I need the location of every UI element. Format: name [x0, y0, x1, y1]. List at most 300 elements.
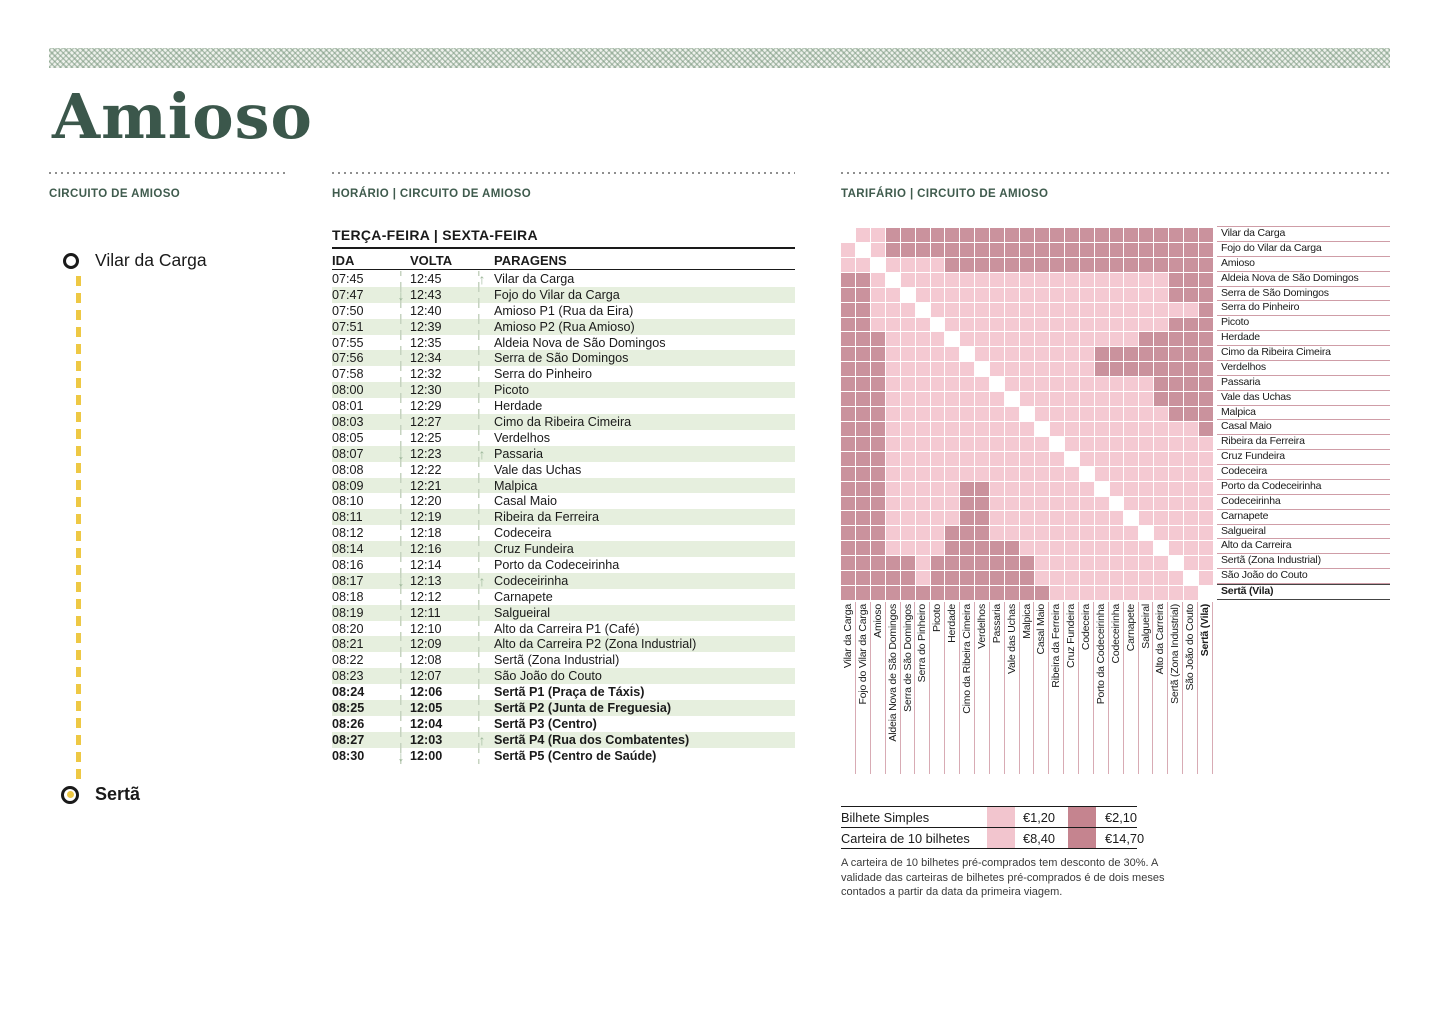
- fare-cell: [1095, 258, 1109, 272]
- fare-cell: [975, 556, 989, 570]
- fare-cell: [1080, 422, 1094, 436]
- fare-cell: [975, 258, 989, 272]
- matrix-row-label: Codeceira: [1217, 465, 1390, 480]
- fare-cell: [886, 541, 900, 555]
- fare-cell: [960, 422, 974, 436]
- matrix-row-label: Picoto: [1217, 316, 1390, 331]
- fare-matrix-row-labels: [1217, 226, 1390, 600]
- fare-cell: [1184, 332, 1198, 346]
- fare-cell: [1154, 362, 1168, 376]
- matrix-row-label: Casal Maio: [1217, 420, 1390, 435]
- fare-cell: [1184, 571, 1198, 585]
- fare-cell: [990, 526, 1004, 540]
- fare-cell: [1050, 347, 1064, 361]
- schedule-row: [332, 525, 795, 541]
- fare-cell: [841, 556, 855, 570]
- volta-time: 12:23: [410, 446, 442, 461]
- fare-cell: [1154, 571, 1168, 585]
- fare-cell: [1110, 258, 1124, 272]
- fare-cell: [1184, 258, 1198, 272]
- fare-cell: [1020, 586, 1034, 600]
- schedule-table-header: [332, 251, 795, 270]
- ida-time: 08:19: [332, 605, 364, 620]
- fare-cell: [1050, 392, 1064, 406]
- fare-cell: [1005, 392, 1019, 406]
- fare-cell: [960, 556, 974, 570]
- volta-time: 12:08: [410, 653, 442, 668]
- fare-cell: [1080, 437, 1094, 451]
- fare-cell: [916, 526, 930, 540]
- schedule-row: [332, 319, 795, 335]
- fare-cell: [1020, 497, 1034, 511]
- tariff-section-header: TARIFÁRIO | CIRCUITO DE AMIOSO: [841, 188, 1049, 200]
- fare-cell: [856, 407, 870, 421]
- fare-cell: [1124, 332, 1138, 346]
- fare-cell: [945, 586, 959, 600]
- fare-cell: [1035, 273, 1049, 287]
- fare-cell: [1154, 482, 1168, 496]
- fare-cell: [1095, 511, 1109, 525]
- fare-cell: [886, 288, 900, 302]
- fare-cell: [1110, 377, 1124, 391]
- ida-time: 08:30: [332, 748, 365, 763]
- fare-cell: [1005, 243, 1019, 257]
- matrix-row-label: Ribeira da Ferreira: [1217, 435, 1390, 450]
- fare-cell: [931, 243, 945, 257]
- schedule-row: [332, 350, 795, 366]
- fare-cell: [1184, 407, 1198, 421]
- fare-cell: [1035, 258, 1049, 272]
- fare-cell: [990, 392, 1004, 406]
- fare-legend: [841, 806, 1145, 849]
- fare-cell: [1199, 422, 1213, 436]
- fare-cell: [1035, 377, 1049, 391]
- ida-time: 08:08: [332, 462, 364, 477]
- fare-cell: [1154, 407, 1168, 421]
- fare-cell: [1065, 511, 1079, 525]
- volta-time: 12:16: [410, 542, 442, 557]
- fare-cell: [931, 228, 945, 242]
- fare-cell: [1139, 511, 1153, 525]
- fare-cell: [1020, 452, 1034, 466]
- destination-stop-icon: [61, 786, 79, 804]
- fare-cell: [1124, 511, 1138, 525]
- fare-cell: [1154, 243, 1168, 257]
- fare-cell: [931, 452, 945, 466]
- matrix-row-label: Malpica: [1217, 406, 1390, 421]
- fare-cell: [1199, 303, 1213, 317]
- fare-cell: [1080, 258, 1094, 272]
- fare-cell: [1065, 273, 1079, 287]
- ida-route-marker: [394, 700, 410, 716]
- fare-cell: [990, 422, 1004, 436]
- fare-cell: [841, 362, 855, 376]
- fare-cell: [1035, 452, 1049, 466]
- fare-cell: [1139, 526, 1153, 540]
- fare-cell: [1065, 362, 1079, 376]
- fare-cell: [931, 273, 945, 287]
- fare-cell: [1184, 273, 1198, 287]
- matrix-column-label: Vale das Uchas: [1005, 602, 1020, 774]
- fare-cell: [1199, 273, 1213, 287]
- fare-cell: [886, 511, 900, 525]
- fare-cell: [960, 526, 974, 540]
- fare-cell: [841, 288, 855, 302]
- fare-cell: [1169, 362, 1183, 376]
- fare-cell: [856, 377, 870, 391]
- fare-cell: [1065, 318, 1079, 332]
- fare-cell: [1035, 243, 1049, 257]
- volta-route-marker: [472, 350, 494, 366]
- fare-cell: [1065, 482, 1079, 496]
- fare-cell: [1184, 392, 1198, 406]
- fare-cell: [1080, 243, 1094, 257]
- ida-time: 08:24: [332, 685, 365, 700]
- fare-cell: [990, 332, 1004, 346]
- fare-cell: [1169, 288, 1183, 302]
- fare-cell: [901, 511, 915, 525]
- ida-time: 07:45: [332, 271, 364, 286]
- schedule-row: [332, 652, 795, 668]
- fare-cell: [916, 362, 930, 376]
- matrix-column-label: Fojo do Vilar da Carga: [856, 602, 871, 774]
- fare-cell: [1169, 497, 1183, 511]
- fare-cell: [945, 258, 959, 272]
- ida-time: 08:18: [332, 589, 364, 604]
- fare-cell: [1139, 571, 1153, 585]
- fare-cell: [1065, 586, 1079, 600]
- stop-name: Alto da Carreira P2 (Zona Industrial): [494, 637, 697, 652]
- fare-cell: [1124, 228, 1138, 242]
- volta-route-marker: [472, 684, 494, 700]
- ida-route-marker: [394, 335, 410, 351]
- ida-route-marker: [394, 303, 410, 319]
- fare-cell: [1080, 497, 1094, 511]
- volta-route-marker: [472, 493, 494, 509]
- low-fare-price: €1,20: [1023, 809, 1056, 825]
- ida-time: 08:27: [332, 732, 365, 747]
- fare-cell: [1065, 377, 1079, 391]
- matrix-column-label: Sertã (Zona Industrial): [1168, 602, 1183, 774]
- fare-cell: [1080, 377, 1094, 391]
- volta-time: 12:34: [410, 351, 442, 366]
- fare-cell: [945, 541, 959, 555]
- stop-name: Amioso P1 (Rua da Eira): [494, 303, 634, 318]
- fare-cell: [1095, 288, 1109, 302]
- fare-cell: [1050, 422, 1064, 436]
- volta-time: 12:13: [410, 573, 442, 588]
- schedule-row: [332, 303, 795, 319]
- schedule-row: [332, 509, 795, 525]
- fare-cell: [1199, 407, 1213, 421]
- fare-cell: [841, 586, 855, 600]
- fare-cell: [841, 228, 855, 242]
- fare-cell: [1124, 556, 1138, 570]
- fare-legend-note: A carteira de 10 bilhetes pré-comprados tem desconto de 30%. A validade das carteiras de bilhetes pré-comprados é de dois meses contados a partir da data da primeira viagem.: [841, 857, 1165, 898]
- fare-cell: [1184, 362, 1198, 376]
- fare-cell: [916, 228, 930, 242]
- fare-matrix: [841, 228, 1213, 600]
- fare-cell: [1080, 467, 1094, 481]
- fare-cell: [960, 392, 974, 406]
- matrix-row-label: Serra de São Domingos: [1217, 287, 1390, 302]
- volta-route-marker: [472, 366, 494, 382]
- fare-cell: [1065, 407, 1079, 421]
- volta-time: 12:04: [410, 716, 443, 731]
- fare-cell: [871, 511, 885, 525]
- high-fare-swatch: [1068, 807, 1096, 827]
- fare-cell: [1124, 497, 1138, 511]
- fare-cell: [871, 347, 885, 361]
- fare-cell: [1184, 482, 1198, 496]
- fare-cell: [1154, 422, 1168, 436]
- matrix-row-label: Sertã (Vila): [1217, 584, 1390, 600]
- fare-cell: [1110, 526, 1124, 540]
- fare-cell: [856, 273, 870, 287]
- fare-cell: [1020, 347, 1034, 361]
- fare-cell: [1110, 228, 1124, 242]
- volta-route-marker: [472, 382, 494, 398]
- fare-cell: [871, 467, 885, 481]
- fare-cell: [1199, 541, 1213, 555]
- fare-cell: [960, 452, 974, 466]
- fare-cell: [1065, 467, 1079, 481]
- volta-time: 12:12: [410, 589, 442, 604]
- fare-cell: [1065, 437, 1079, 451]
- fare-cell: [901, 318, 915, 332]
- stop-name: Sertã P5 (Centro de Saúde): [494, 748, 657, 763]
- fare-cell: [1139, 392, 1153, 406]
- fare-cell: [1199, 511, 1213, 525]
- fare-cell: [990, 407, 1004, 421]
- fare-cell: [1154, 467, 1168, 481]
- matrix-column-label: Picoto: [930, 602, 945, 774]
- fare-cell: [1110, 452, 1124, 466]
- matrix-column-label: Salgueiral: [1139, 602, 1154, 774]
- fare-cell: [975, 482, 989, 496]
- volta-route-marker: [472, 414, 494, 430]
- matrix-row-label: Porto da Codeceirinha: [1217, 480, 1390, 495]
- schedule-row: [332, 636, 795, 652]
- fare-cell: [886, 437, 900, 451]
- fare-cell: [1020, 273, 1034, 287]
- fare-cell: [1154, 497, 1168, 511]
- fare-cell: [1050, 556, 1064, 570]
- fare-cell: [1110, 303, 1124, 317]
- schedule-table-body: [332, 271, 795, 764]
- fare-cell: [901, 541, 915, 555]
- fare-cell: [856, 541, 870, 555]
- fare-cell: [886, 586, 900, 600]
- fare-cell: [1124, 586, 1138, 600]
- schedule-row: [332, 462, 795, 478]
- matrix-row-label: Alto da Carreira: [1217, 539, 1390, 554]
- fare-cell: [916, 318, 930, 332]
- fare-cell: [871, 228, 885, 242]
- volta-time: 12:19: [410, 510, 442, 525]
- volta-route-marker: ↑: [472, 732, 494, 748]
- fare-cell: [960, 497, 974, 511]
- fare-cell: [1065, 497, 1079, 511]
- fare-cell: [1095, 452, 1109, 466]
- fare-cell: [1020, 303, 1034, 317]
- fare-cell: [1035, 437, 1049, 451]
- fare-cell: [886, 571, 900, 585]
- stop-name: Vilar da Carga: [494, 271, 575, 286]
- fare-cell: [945, 422, 959, 436]
- volta-time: 12:06: [410, 685, 443, 700]
- fare-cell: [841, 482, 855, 496]
- ida-route-marker: ↓: [394, 748, 410, 764]
- fare-cell: [1020, 332, 1034, 346]
- ida-route-marker: [394, 652, 410, 668]
- fare-cell: [886, 258, 900, 272]
- fare-cell: [1124, 318, 1138, 332]
- fare-cell: [1169, 407, 1183, 421]
- schedule-row: [332, 716, 795, 732]
- col-header-paragens: PARAGENS: [494, 252, 567, 268]
- fare-cell: [901, 377, 915, 391]
- ida-route-marker: [394, 350, 410, 366]
- fare-cell: [1050, 586, 1064, 600]
- fare-cell: [916, 467, 930, 481]
- fare-cell: [1005, 467, 1019, 481]
- page-title: Amioso: [52, 80, 313, 153]
- fare-cell: [931, 362, 945, 376]
- ida-time: 07:50: [332, 303, 364, 318]
- fare-cell: [841, 332, 855, 346]
- fare-cell: [856, 288, 870, 302]
- fare-cell: [1065, 571, 1079, 585]
- fare-cell: [1124, 422, 1138, 436]
- schedule-row: [332, 478, 795, 494]
- matrix-column-label: São João do Couto: [1183, 602, 1198, 774]
- fare-cell: [1124, 288, 1138, 302]
- fare-cell: [1005, 377, 1019, 391]
- fare-cell: [960, 347, 974, 361]
- fare-cell: [1184, 556, 1198, 570]
- fare-cell: [1080, 541, 1094, 555]
- fare-cell: [1005, 571, 1019, 585]
- fare-cell: [960, 258, 974, 272]
- fare-cell: [886, 332, 900, 346]
- fare-cell: [856, 452, 870, 466]
- fare-cell: [1154, 452, 1168, 466]
- ida-route-marker: [394, 541, 410, 557]
- fare-cell: [1184, 467, 1198, 481]
- fare-cell: [1110, 422, 1124, 436]
- fare-cell: [1110, 332, 1124, 346]
- fare-cell: [856, 497, 870, 511]
- fare-cell: [975, 362, 989, 376]
- fare-cell: [1080, 303, 1094, 317]
- ida-route-marker: [394, 398, 410, 414]
- fare-cell: [990, 497, 1004, 511]
- matrix-column-label: Serra de São Domingos: [901, 602, 916, 774]
- stop-name: São João do Couto: [494, 669, 602, 684]
- fare-cell: [975, 318, 989, 332]
- ida-route-marker: [394, 589, 410, 605]
- ida-time: 08:25: [332, 700, 365, 715]
- fare-cell: [841, 392, 855, 406]
- fare-cell: [1035, 392, 1049, 406]
- fare-cell: [856, 362, 870, 376]
- schedule-days-title: TERÇA-FEIRA | SEXTA-FEIRA: [332, 227, 795, 249]
- fare-cell: [841, 243, 855, 257]
- high-fare-price: €2,10: [1105, 809, 1138, 825]
- fare-cell: [871, 288, 885, 302]
- fare-cell: [841, 407, 855, 421]
- fare-cell: [1124, 243, 1138, 257]
- fare-cell: [1124, 407, 1138, 421]
- fare-cell: [1169, 586, 1183, 600]
- fare-cell: [1080, 347, 1094, 361]
- ida-time: 08:16: [332, 557, 364, 572]
- fare-cell: [1080, 407, 1094, 421]
- fare-cell: [975, 392, 989, 406]
- fare-cell: [1020, 243, 1034, 257]
- fare-cell: [1110, 347, 1124, 361]
- fare-cell: [1005, 422, 1019, 436]
- fare-cell: [916, 571, 930, 585]
- fare-cell: [886, 452, 900, 466]
- fare-cell: [1020, 482, 1034, 496]
- fare-cell: [1110, 467, 1124, 481]
- fare-cell: [871, 377, 885, 391]
- matrix-row-label: Verdelhos: [1217, 361, 1390, 376]
- fare-cell: [1080, 362, 1094, 376]
- fare-cell: [901, 228, 915, 242]
- fare-cell: [1005, 318, 1019, 332]
- fare-cell: [1169, 258, 1183, 272]
- fare-cell: [1095, 347, 1109, 361]
- fare-cell: [1154, 392, 1168, 406]
- fare-cell: [901, 347, 915, 361]
- fare-cell: [901, 556, 915, 570]
- ida-route-marker: [394, 732, 410, 748]
- low-fare-swatch: [987, 828, 1015, 848]
- stop-name: Herdade: [494, 399, 543, 414]
- fare-cell: [945, 303, 959, 317]
- volta-route-marker: [472, 303, 494, 319]
- fare-cell: [1050, 571, 1064, 585]
- fare-cell: [856, 318, 870, 332]
- fare-cell: [841, 273, 855, 287]
- ida-time: 08:21: [332, 637, 364, 652]
- fare-cell: [990, 511, 1004, 525]
- ida-time: 08:23: [332, 669, 364, 684]
- fare-cell: [841, 258, 855, 272]
- fare-cell: [931, 347, 945, 361]
- fare-cell: [1154, 556, 1168, 570]
- fare-cell: [1139, 228, 1153, 242]
- fare-cell: [1095, 556, 1109, 570]
- fare-cell: [1139, 586, 1153, 600]
- fare-cell: [1184, 347, 1198, 361]
- fare-cell: [841, 467, 855, 481]
- fare-cell: [945, 377, 959, 391]
- tariff-divider: [841, 172, 1390, 174]
- fare-cell: [1154, 511, 1168, 525]
- fare-cell: [1080, 318, 1094, 332]
- fare-cell: [975, 407, 989, 421]
- fare-cell: [1124, 392, 1138, 406]
- stop-name: Malpica: [494, 478, 538, 493]
- ida-time: 08:14: [332, 542, 364, 557]
- fare-cell: [1154, 541, 1168, 555]
- fare-cell: [1080, 273, 1094, 287]
- fare-cell: [990, 541, 1004, 555]
